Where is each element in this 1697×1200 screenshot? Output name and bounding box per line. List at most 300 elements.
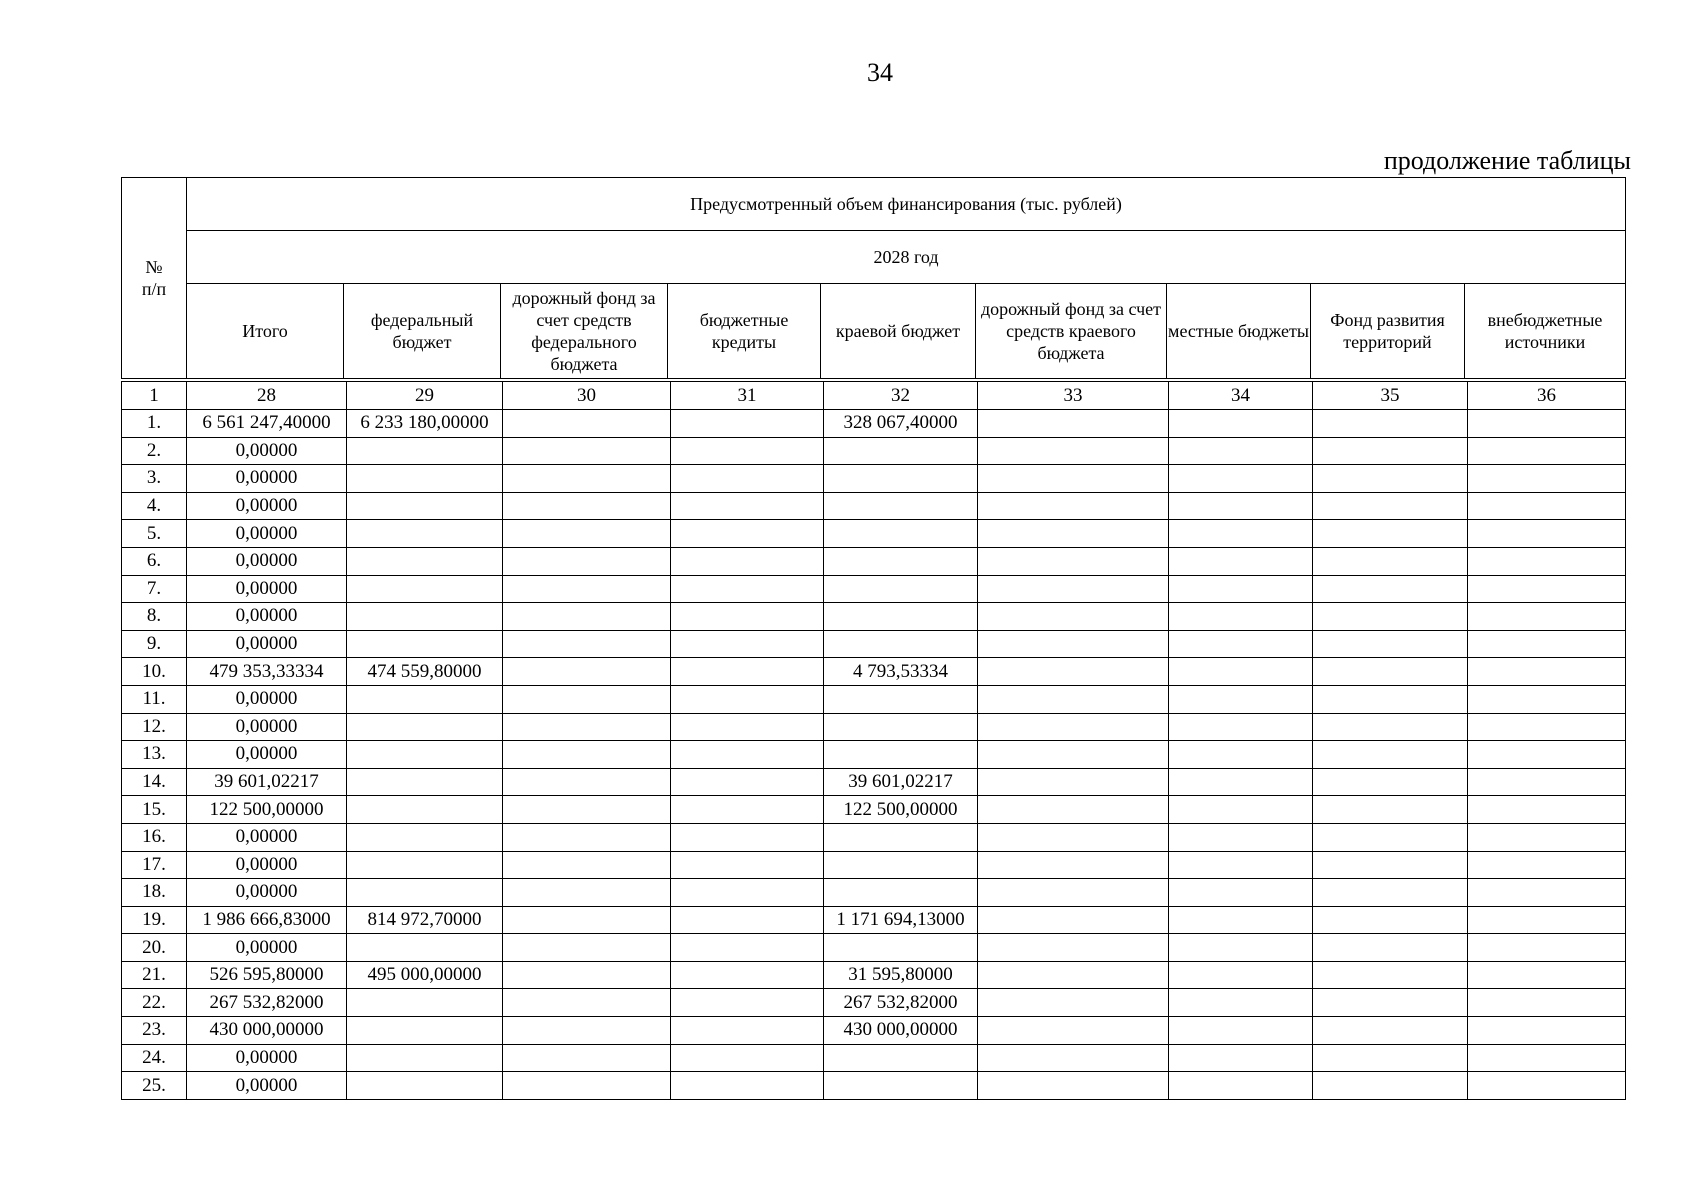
column-index-cell: 33 (978, 382, 1169, 410)
table-cell (978, 1017, 1169, 1045)
table-cell: 39 601,02217 (187, 768, 347, 796)
table-cell: 0,00000 (187, 934, 347, 962)
row-number-cell: 17. (122, 851, 187, 879)
table-cell (978, 989, 1169, 1017)
header-year: 2028 год (187, 231, 1626, 284)
table-cell (978, 410, 1169, 438)
table-cell (978, 961, 1169, 989)
row-number-cell: 20. (122, 934, 187, 962)
table-cell (1313, 1017, 1468, 1045)
table-cell (1313, 851, 1468, 879)
table-cell (1468, 796, 1626, 824)
table-cell (978, 465, 1169, 493)
table-cell (1313, 906, 1468, 934)
table-cell (1468, 934, 1626, 962)
table-cell: 814 972,70000 (347, 906, 503, 934)
table-cell (347, 823, 503, 851)
table-cell (1313, 547, 1468, 575)
header-column-7: местные бюджеты (1167, 284, 1311, 379)
row-number-cell: 5. (122, 520, 187, 548)
row-number-cell: 16. (122, 823, 187, 851)
table-cell (978, 1044, 1169, 1072)
table-cell: 31 595,80000 (824, 961, 978, 989)
table-cell (1169, 658, 1313, 686)
table-cell (978, 1072, 1169, 1100)
table-header (121, 177, 1626, 379)
table-cell (978, 603, 1169, 631)
column-index-cell: 29 (347, 382, 503, 410)
table-cell (347, 1017, 503, 1045)
header-column-5: краевой бюджет (821, 284, 976, 379)
table-cell (1313, 1072, 1468, 1100)
table-cell (1468, 685, 1626, 713)
table-cell (1468, 1044, 1626, 1072)
table-row (122, 1017, 1626, 1045)
table-cell (1468, 823, 1626, 851)
table-cell (347, 1044, 503, 1072)
table-cell (503, 465, 671, 493)
table-cell (824, 492, 978, 520)
table-cell (1468, 465, 1626, 493)
table-cell (1169, 879, 1313, 907)
table-cell (978, 575, 1169, 603)
table-cell (671, 1044, 824, 1072)
table-cell (978, 547, 1169, 575)
table-cell (503, 630, 671, 658)
table-cell: 479 353,33334 (187, 658, 347, 686)
table-cell (503, 796, 671, 824)
table-cell (671, 934, 824, 962)
table-cell (347, 741, 503, 769)
table-cell: 267 532,82000 (824, 989, 978, 1017)
row-number-cell: 25. (122, 1072, 187, 1100)
table-cell (1169, 410, 1313, 438)
table-cell (978, 713, 1169, 741)
header-column-6: дорожный фонд за счет средств краевого бюджета (976, 284, 1167, 379)
table-row (122, 906, 1626, 934)
table-cell: 0,00000 (187, 741, 347, 769)
table-cell (824, 575, 978, 603)
table-cell (503, 685, 671, 713)
table-cell (503, 741, 671, 769)
table-cell: 474 559,80000 (347, 658, 503, 686)
table-cell: 0,00000 (187, 685, 347, 713)
table-cell (1169, 1017, 1313, 1045)
row-number-cell: 9. (122, 630, 187, 658)
table-cell (1169, 630, 1313, 658)
column-index-cell: 35 (1313, 382, 1468, 410)
table-cell (1169, 685, 1313, 713)
table-cell (347, 1072, 503, 1100)
table-row (122, 796, 1626, 824)
table-cell (671, 685, 824, 713)
table-cell (671, 630, 824, 658)
table-cell (347, 685, 503, 713)
table-row (122, 465, 1626, 493)
table-cell (1468, 851, 1626, 879)
table-cell: 6 233 180,00000 (347, 410, 503, 438)
table-cell (824, 851, 978, 879)
table-cell (347, 989, 503, 1017)
table-cell (824, 934, 978, 962)
table-cell: 1 986 666,83000 (187, 906, 347, 934)
row-number-cell: 6. (122, 547, 187, 575)
header-column-9: внебюджетные источники (1465, 284, 1626, 379)
table-cell (1169, 492, 1313, 520)
table-cell (503, 492, 671, 520)
table-cell (1169, 823, 1313, 851)
table-cell (1169, 741, 1313, 769)
table-cell (503, 851, 671, 879)
table-cell (824, 437, 978, 465)
table-cell (1313, 685, 1468, 713)
table-cell (671, 796, 824, 824)
row-number-cell: 1. (122, 410, 187, 438)
table-cell (671, 1017, 824, 1045)
row-number-cell: 10. (122, 658, 187, 686)
table-cell (1169, 520, 1313, 548)
table-row (122, 713, 1626, 741)
row-number-cell: 15. (122, 796, 187, 824)
table-cell: 267 532,82000 (187, 989, 347, 1017)
table-cell: 0,00000 (187, 1044, 347, 1072)
table-cell (1169, 1072, 1313, 1100)
table-cell (824, 879, 978, 907)
table-cell (671, 1072, 824, 1100)
table-cell (347, 768, 503, 796)
row-number-cell: 13. (122, 741, 187, 769)
table-cell (978, 934, 1169, 962)
table-cell (978, 741, 1169, 769)
table-cell (1313, 1044, 1468, 1072)
table-cell (978, 851, 1169, 879)
table-cell (671, 437, 824, 465)
table-row (122, 851, 1626, 879)
table-row (122, 879, 1626, 907)
table-cell (503, 575, 671, 603)
table-cell (671, 410, 824, 438)
row-number-cell: 14. (122, 768, 187, 796)
table-cell (1313, 879, 1468, 907)
column-index-cell: 30 (503, 382, 671, 410)
table-cell (1468, 603, 1626, 631)
table-cell (671, 768, 824, 796)
table-row (122, 630, 1626, 658)
table-row (122, 741, 1626, 769)
table-cell (503, 520, 671, 548)
table-cell (1169, 465, 1313, 493)
table-cell (503, 989, 671, 1017)
table-cell: 0,00000 (187, 879, 347, 907)
table-cell (1169, 934, 1313, 962)
table-cell: 0,00000 (187, 575, 347, 603)
table-cell (1468, 713, 1626, 741)
column-index-cell: 34 (1169, 382, 1313, 410)
header-column-2: федеральный бюджет (344, 284, 501, 379)
table-cell (671, 575, 824, 603)
table-cell (978, 658, 1169, 686)
table-cell (1169, 603, 1313, 631)
table-cell (1169, 1044, 1313, 1072)
table-row (122, 492, 1626, 520)
table-row (122, 768, 1626, 796)
table-cell (1313, 658, 1468, 686)
table-cell (503, 906, 671, 934)
row-number-cell: 7. (122, 575, 187, 603)
table-row (122, 934, 1626, 962)
table-cell (1468, 989, 1626, 1017)
table-cell (978, 630, 1169, 658)
table-cell: 122 500,00000 (187, 796, 347, 824)
column-index-cell: 1 (122, 382, 187, 410)
table-row (122, 520, 1626, 548)
table-cell (347, 547, 503, 575)
table-cell (1313, 961, 1468, 989)
table-cell (824, 465, 978, 493)
table-cell (347, 465, 503, 493)
table-cell (503, 768, 671, 796)
table-cell (347, 851, 503, 879)
table-cell (1468, 437, 1626, 465)
table-cell (503, 658, 671, 686)
table-cell (503, 1017, 671, 1045)
table-cell: 39 601,02217 (824, 768, 978, 796)
table-cell: 1 171 694,13000 (824, 906, 978, 934)
table-row (122, 547, 1626, 575)
row-number-cell: 11. (122, 685, 187, 713)
table-cell (671, 879, 824, 907)
header-column-8: Фонд развития территорий (1311, 284, 1465, 379)
table-cell (978, 796, 1169, 824)
table-cell (824, 823, 978, 851)
table-cell (347, 603, 503, 631)
table-cell (503, 934, 671, 962)
table-cell (824, 630, 978, 658)
table-cell (1313, 465, 1468, 493)
header-funding-title: Предусмотренный объем финансирования (тыс. рублей) (187, 178, 1626, 231)
table-row (122, 658, 1626, 686)
column-index-cell: 28 (187, 382, 347, 410)
table-cell (1169, 547, 1313, 575)
table-cell (824, 685, 978, 713)
table-cell (347, 934, 503, 962)
row-number-cell: 21. (122, 961, 187, 989)
table-cell (1313, 520, 1468, 548)
table-cell (671, 741, 824, 769)
row-number-cell: 12. (122, 713, 187, 741)
table-cell (671, 989, 824, 1017)
table-row (122, 575, 1626, 603)
table-cell (671, 851, 824, 879)
table-cell (503, 823, 671, 851)
table-cell (824, 713, 978, 741)
table-cell: 495 000,00000 (347, 961, 503, 989)
table-cell (1169, 961, 1313, 989)
table-cell: 526 595,80000 (187, 961, 347, 989)
row-number-cell: 19. (122, 906, 187, 934)
table-cell (978, 823, 1169, 851)
table-row (122, 1044, 1626, 1072)
table-cell (671, 713, 824, 741)
table-cell (347, 437, 503, 465)
table-cell (503, 1072, 671, 1100)
table-row (122, 437, 1626, 465)
table-cell (347, 520, 503, 548)
table-cell (1468, 410, 1626, 438)
column-index-cell: 31 (671, 382, 824, 410)
row-number-cell: 22. (122, 989, 187, 1017)
table-cell (1313, 934, 1468, 962)
table-cell (347, 713, 503, 741)
column-index-cell: 36 (1468, 382, 1626, 410)
table-cell (978, 492, 1169, 520)
table-cell (1313, 796, 1468, 824)
table-cell (671, 823, 824, 851)
table-cell (1468, 630, 1626, 658)
continuation-label: продолжение таблицы (1383, 146, 1631, 175)
table-row (122, 989, 1626, 1017)
table-cell (347, 879, 503, 907)
table-cell (1468, 492, 1626, 520)
table-cell (978, 879, 1169, 907)
table-cell (1313, 437, 1468, 465)
table-cell (1313, 989, 1468, 1017)
table-cell (1313, 410, 1468, 438)
data-table (121, 381, 1626, 1100)
table-cell: 0,00000 (187, 492, 347, 520)
table-cell (503, 1044, 671, 1072)
table-cell (671, 547, 824, 575)
table-cell (824, 520, 978, 548)
table-cell (1468, 520, 1626, 548)
table-cell (1313, 575, 1468, 603)
table-cell (1468, 658, 1626, 686)
row-number-cell: 2. (122, 437, 187, 465)
table-cell (1169, 768, 1313, 796)
table-cell (1313, 768, 1468, 796)
table-cell: 430 000,00000 (824, 1017, 978, 1045)
header-column-3: дорожный фонд за счет средств федерального бюджета (501, 284, 668, 379)
table-cell (503, 410, 671, 438)
table-cell (503, 713, 671, 741)
table-cell (503, 879, 671, 907)
table-cell: 122 500,00000 (824, 796, 978, 824)
table-cell: 0,00000 (187, 851, 347, 879)
column-index-cell: 32 (824, 382, 978, 410)
table-cell (503, 437, 671, 465)
table-cell (347, 630, 503, 658)
table-cell (824, 547, 978, 575)
table-cell (503, 603, 671, 631)
table-cell (1468, 906, 1626, 934)
table-cell (1169, 989, 1313, 1017)
table-cell (671, 465, 824, 493)
table-cell: 0,00000 (187, 1072, 347, 1100)
table-cell (978, 906, 1169, 934)
table-cell (1313, 823, 1468, 851)
table-cell (671, 520, 824, 548)
row-number-cell: 24. (122, 1044, 187, 1072)
table-cell: 328 067,40000 (824, 410, 978, 438)
table-cell (503, 547, 671, 575)
table-cell (1313, 492, 1468, 520)
table-cell: 0,00000 (187, 713, 347, 741)
table-cell (1468, 575, 1626, 603)
table-cell (1468, 879, 1626, 907)
table-cell (1313, 741, 1468, 769)
row-number-cell: 8. (122, 603, 187, 631)
table-cell: 0,00000 (187, 630, 347, 658)
table-cell (671, 658, 824, 686)
table-cell: 0,00000 (187, 823, 347, 851)
table-cell: 0,00000 (187, 465, 347, 493)
table-cell: 0,00000 (187, 547, 347, 575)
table-cell (978, 520, 1169, 548)
table-cell (1468, 1017, 1626, 1045)
table-cell (978, 437, 1169, 465)
table-cell (824, 603, 978, 631)
table-row (122, 1072, 1626, 1100)
table-cell (1468, 547, 1626, 575)
table-cell (503, 961, 671, 989)
table-cell (824, 1072, 978, 1100)
table-cell (1169, 796, 1313, 824)
table-cell (671, 961, 824, 989)
row-number-cell: 23. (122, 1017, 187, 1045)
row-number-cell: 18. (122, 879, 187, 907)
header-column-4: бюджетные кредиты (668, 284, 821, 379)
table-cell (1169, 851, 1313, 879)
table-cell: 0,00000 (187, 520, 347, 548)
table-cell (1313, 630, 1468, 658)
header-column-1: Итого (187, 284, 344, 379)
table-cell (1169, 713, 1313, 741)
table-cell: 4 793,53334 (824, 658, 978, 686)
row-number-cell: 4. (122, 492, 187, 520)
table-cell (1169, 437, 1313, 465)
table-cell: 6 561 247,40000 (187, 410, 347, 438)
table-cell (1468, 768, 1626, 796)
table-cell (671, 603, 824, 631)
table-cell (347, 796, 503, 824)
row-number-cell: 3. (122, 465, 187, 493)
table-cell: 430 000,00000 (187, 1017, 347, 1045)
header-no-label: № п/п (141, 257, 167, 299)
table-cell (1468, 1072, 1626, 1100)
table-cell (1468, 741, 1626, 769)
table-row (122, 410, 1626, 438)
table-cell (671, 906, 824, 934)
table-cell (1313, 713, 1468, 741)
table-row (122, 685, 1626, 713)
page-number: 34 (867, 58, 893, 87)
table-cell (347, 575, 503, 603)
table-cell (978, 685, 1169, 713)
table-row (122, 603, 1626, 631)
header-no-cell (122, 178, 187, 379)
table-cell: 0,00000 (187, 603, 347, 631)
table-cell (347, 492, 503, 520)
table-row (122, 823, 1626, 851)
table-cell (824, 741, 978, 769)
table-cell (1169, 575, 1313, 603)
table-cell (1468, 961, 1626, 989)
column-index-row (122, 382, 1626, 410)
table-cell (671, 492, 824, 520)
table-cell: 0,00000 (187, 437, 347, 465)
table-cell (1313, 603, 1468, 631)
table-cell (824, 1044, 978, 1072)
